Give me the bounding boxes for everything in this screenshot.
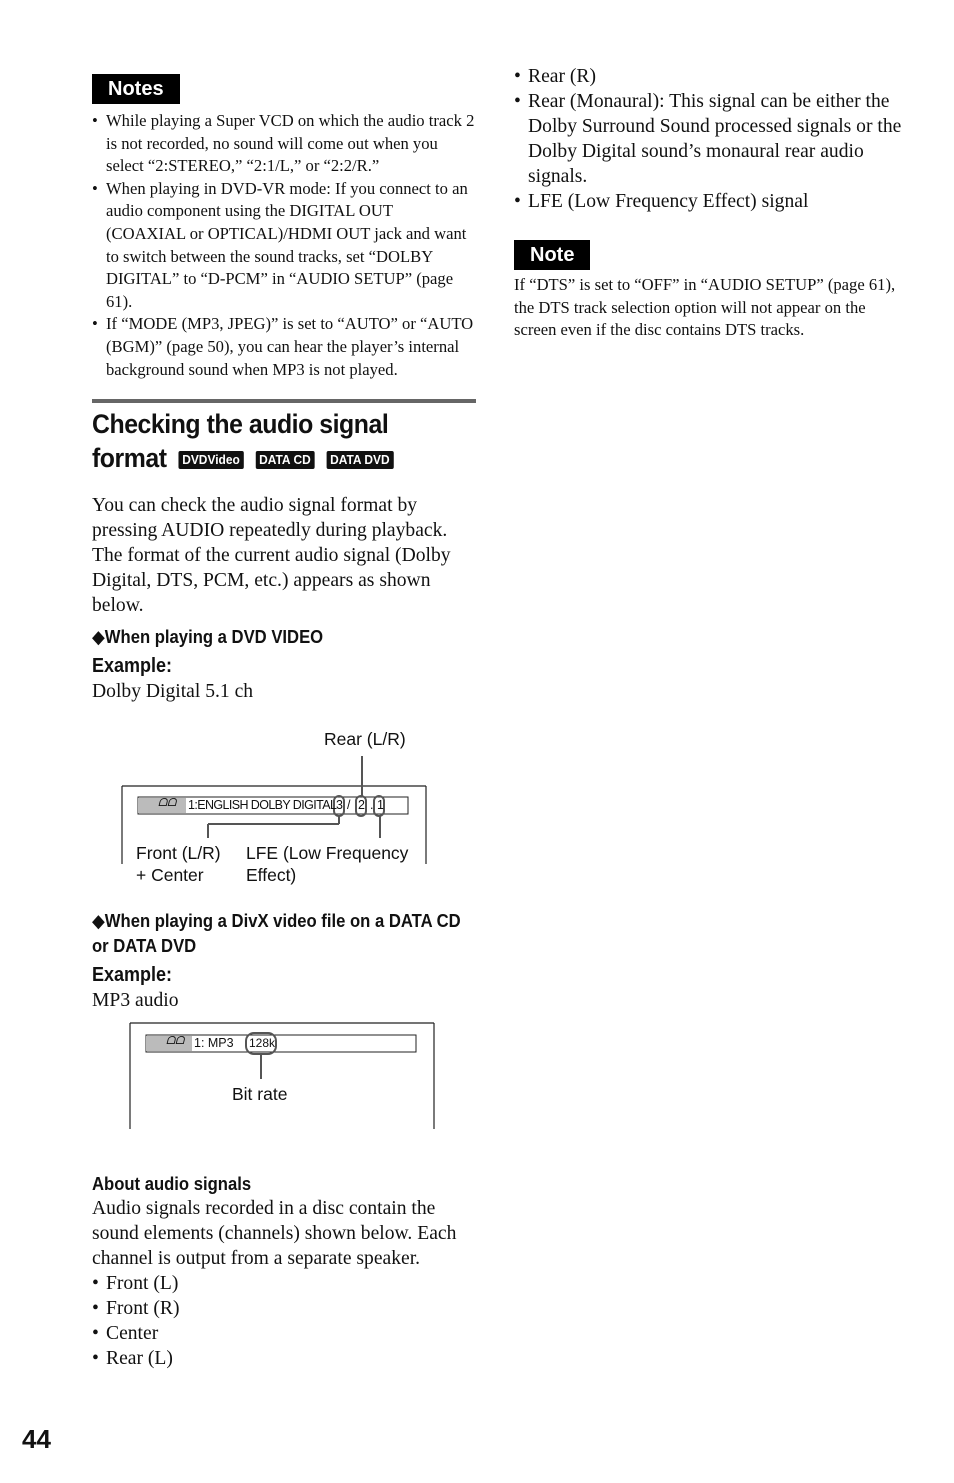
audio-icon: ᗝᗝ	[158, 797, 177, 810]
callout-rear: Rear (L/R)	[324, 729, 406, 750]
right-column	[514, 64, 904, 342]
divx-heading: ◆When playing a DivX video file on a DATA CD or DATA DVD	[92, 910, 461, 957]
example-label: Example:	[92, 655, 173, 678]
divx-osd-diagram	[92, 1017, 476, 1157]
note-text: If “DTS” is set to “OFF” in “AUDIO SETUP” (page 61), the DTS track selection option will not appear on the screen even if the disc contains DTS tracks.	[514, 275, 896, 340]
callout-front: Front (L/R) + Center	[136, 843, 221, 886]
data-dvd-icon: DATA DVD	[326, 451, 393, 469]
audio-icon: ᗝᗝ	[166, 1035, 185, 1048]
osd-value-front: 3	[336, 798, 343, 813]
list-item: • Front (L)	[92, 1271, 476, 1296]
dvd-video-heading: ◆When playing a DVD VIDEO	[92, 626, 324, 648]
section-title: Checking the audio signal format DVDVideo DATA CD DATA DVD	[92, 407, 478, 475]
note-item: • If “MODE (MP3, JPEG)” is set to “AUTO” or “AUTO (BGM)” (page 50), you can hear the player’s internal background sound when MP3 is not played.	[92, 313, 476, 381]
note-badge: Note	[514, 240, 590, 270]
list-item: • Rear (L)	[92, 1346, 476, 1371]
osd-value-slash: /	[347, 798, 351, 813]
about-heading: About audio signals	[92, 1173, 252, 1195]
list-item: • Front (R)	[92, 1296, 476, 1321]
about-paragraph: Audio signals recorded in a disc contain the sound elements (channels) shown below. Each channel is output from a separate speaker.	[92, 1198, 457, 1270]
list-item: • Rear (Monaural): This signal can be either the Dolby Surround Sound processed signals or the Dolby Digital sound’s monaural rear audio signals.	[514, 89, 904, 189]
data-cd-icon: DATA CD	[255, 451, 314, 469]
notes-list	[92, 110, 476, 381]
example-label: Example:	[92, 964, 173, 987]
osd-value-dot: .	[370, 798, 374, 813]
note-item: • While playing a Super VCD on which the audio track 2 is not recorded, no sound will come out when you select “2:STEREO,” “2:1/L,” or “2:2/R.”	[92, 110, 476, 178]
page-number: 44	[22, 1424, 51, 1454]
left-column	[92, 74, 476, 1371]
list-item: • Center	[92, 1321, 476, 1346]
channel-list	[92, 1271, 476, 1371]
osd-value-rear: 2	[358, 798, 365, 813]
dvd-osd-diagram	[92, 710, 476, 890]
osd-track-text: 1: MP3	[194, 1036, 234, 1051]
intro-paragraph: You can check the audio signal format by pressing AUDIO repeatedly during playback. The format of the current audio signal (Dolby Digital, DTS, PCM, etc.) appears as shown below.	[92, 495, 451, 617]
osd-bitrate: 128k	[249, 1036, 276, 1051]
notes-badge: Notes	[92, 74, 180, 104]
dvd-video-icon: DVDVideo	[179, 451, 244, 469]
osd-value-lfe: 1	[377, 798, 384, 813]
section-divider	[92, 399, 476, 403]
list-item: • Rear (R)	[514, 64, 904, 89]
example-value: Dolby Digital 5.1 ch	[92, 681, 254, 703]
osd-track-text: 1:ENGLISH DOLBY DIGITAL	[188, 798, 337, 813]
callout-bitrate: Bit rate	[232, 1084, 288, 1105]
note-item: • When playing in DVD-VR mode: If you connect to an audio component using the DIGITAL OUT (COAXIAL or OPTICAL)/HDMI OUT jack and want to switch between the sound tracks, set “DOLBY DIGITAL” to “D-PCM” in “AUDIO SETUP” (page 61).	[92, 178, 476, 314]
list-item: • LFE (Low Frequency Effect) signal	[514, 189, 904, 214]
example-value: MP3 audio	[92, 990, 179, 1012]
channel-list-continued	[514, 64, 904, 214]
callout-lfe: LFE (Low Frequency Effect)	[246, 843, 409, 886]
